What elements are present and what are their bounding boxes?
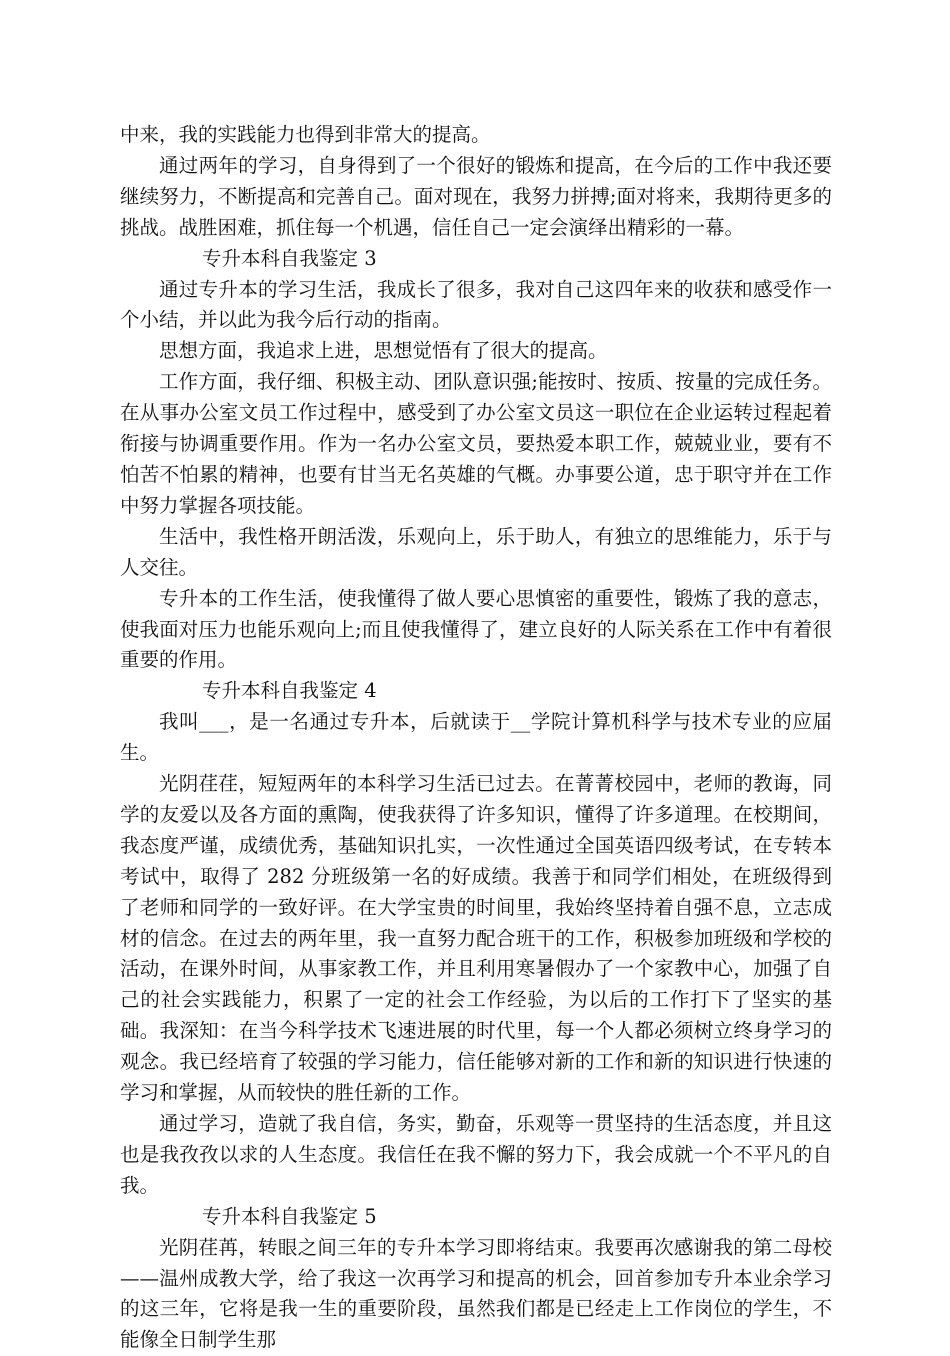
paragraph: 光阴荏苒，转眼之间三年的专升本学习即将结束。我要再次感谢我的第二母校——温州成教大学，给了我这一次再学习和提高的机会，回首参加专升本业余学习的这三年，它将是我一生的重要阶段，虽然我们都是已经走上工作岗位的学生，不能像全日制学生那 [120, 1235, 832, 1352]
paragraph: 我叫___，是一名通过专升本，后就读于__学院计算机科学与技术专业的应届生。 [120, 710, 832, 765]
paragraph: 光阴荏荏，短短两年的本科学习生活已过去。在菁菁校园中，老师的教诲，同学的友爱以及各方面的熏陶，使我获得了许多知识，懂得了许多道理。在校期间，我态度严谨，成绩优秀，基础知识扎实，一次性通过全国英语四级考试，在专转本考试中，取得了 282 分班级第一名的好成绩。我善于和同学们相处，在班级得到了老师和同学的一致好评。在大学宝贵的时间里，我始终坚持着自强不息，立志成材的信念。在过去的两年里，我一直努力配合班干的工作，积极参加班级和学校的活动，在课外时间，从事家教工作，并且利用寒暑假办了一个家教中心，加强了自己的社会实践能力，积累了一定的社会工作经验，为以后的工作打下了坚实的基础。我深知：在当今科学技术飞速进展的时代里，每一个人都必须树立终身学习的观念。我已经培育了较强的学习能力，信任能够对新的工作和新的知识进行快速的学习和掌握，从而较快的胜任新的工作。 [120, 772, 832, 1105]
section-heading-5: 专升本科自我鉴定 5 [202, 1204, 377, 1228]
paragraph-continuation: 中来，我的实践能力也得到非常大的提高。 [120, 123, 491, 146]
paragraph: 通过两年的学习，自身得到了一个很好的锻炼和提高，在今后的工作中我还要继续努力，不断提高和完善自己。面对现在，我努力拼搏;面对将来，我期待更多的挑战。战胜困难，抓住每一个机遇，信任自己一定会演绎出精彩的一幕。 [120, 153, 832, 239]
paragraph: 生活中，我性格开朗活泼，乐观向上，乐于助人，有独立的思维能力，乐于与人交往。 [120, 524, 832, 579]
paragraph: 通过专升本的学习生活，我成长了很多，我对自己这四年来的收获和感受作一个小结，并以此为我今后行动的指南。 [120, 277, 832, 332]
paragraph: 专升本的工作生活，使我懂得了做人要心思慎密的重要性，锻炼了我的意志，使我面对压力也能乐观向上;而且使我懂得了，建立良好的人际关系在工作中有着很重要的作用。 [120, 586, 832, 672]
section-heading-3: 专升本科自我鉴定 3 [202, 246, 377, 270]
paragraph: 通过学习，造就了我自信，务实，勤奋，乐观等一贯坚持的生活态度，并且这也是我孜孜以求的人生态度。我信任在我不懈的努力下，我会成就一个不平凡的自我。 [120, 1112, 832, 1197]
document-body [120, 120, 832, 1356]
paragraph: 思想方面，我追求上进，思想觉悟有了很大的提高。 [159, 339, 608, 363]
section-heading-4: 专升本科自我鉴定 4 [202, 679, 377, 703]
paragraph: 工作方面，我仔细、积极主动、团队意识强;能按时、按质、按量的完成任务。在从事办公室文员工作过程中，感受到了办公室文员这一职位在企业运转过程起着衔接与协调重要作用。作为一名办公室文员，要热爱本职工作，兢兢业业，要有不怕苦不怕累的精神，也要有甘当无名英雄的气概。办事要公道，忠于职守并在工作中努力掌握各项技能。 [120, 370, 832, 517]
